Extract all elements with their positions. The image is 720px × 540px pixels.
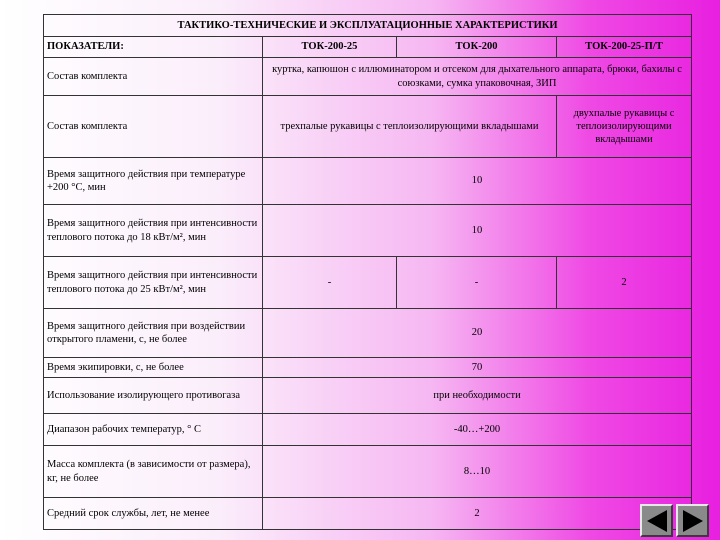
table-row: [44, 446, 692, 498]
table-row: [44, 257, 692, 309]
back-button[interactable]: [640, 504, 673, 537]
row-value: 70: [263, 358, 692, 378]
table-row: [44, 58, 692, 96]
header-tok-200-25: ТОК-200-25: [263, 37, 397, 58]
row-value: -: [397, 257, 557, 309]
header-tok-200-25-pt: ТОК-200-25-П/Т: [557, 37, 692, 58]
table-row: [44, 498, 692, 530]
row-value: 10: [263, 158, 692, 205]
row-value: 10: [263, 205, 692, 257]
table-row: [44, 205, 692, 257]
row-label: Время защитного действия при воздействии открытого пламени, с, не более: [44, 309, 263, 358]
row-label: Состав комплекта: [44, 58, 263, 96]
row-value: при необходимости: [263, 378, 692, 414]
row-label: Средний срок службы, лет, не менее: [44, 498, 263, 530]
forward-button[interactable]: [676, 504, 709, 537]
table-row: [44, 414, 692, 446]
row-value: -: [263, 257, 397, 309]
row-value: -40…+200: [263, 414, 692, 446]
row-value: 2: [557, 257, 692, 309]
table-row: [44, 309, 692, 358]
row-label: Время защитного действия при интенсивности теплового потока до 25 кВт/м², мин: [44, 257, 263, 309]
table-row: [44, 378, 692, 414]
row-value: 20: [263, 309, 692, 358]
table-title: ТАКТИКО-ТЕХНИЧЕСКИЕ И ЭКСПЛУАТАЦИОННЫЕ ХАРАКТЕРИСТИКИ: [44, 15, 692, 37]
row-label: Использование изолирующего противогаза: [44, 378, 263, 414]
header-tok-200: ТОК-200: [397, 37, 557, 58]
row-value: 8…10: [263, 446, 692, 498]
forward-arrow-icon: [681, 509, 705, 533]
row-value: двухпалые рукавицы с теплоизолирующими вкладышами: [557, 96, 692, 158]
row-value: куртка, капюшон с иллюминатором и отсеком для дыхательного аппарата, брюки, бахилы с союзками, сумка упаковочная, ЗИП: [263, 58, 692, 96]
row-label: Время защитного действия при температуре +200 °С, мин: [44, 158, 263, 205]
table-row: [44, 96, 692, 158]
back-arrow-icon: [645, 509, 669, 533]
row-value: трехпалые рукавицы с теплоизолирующими вкладышами: [263, 96, 557, 158]
table-row: [44, 358, 692, 378]
row-label: Время защитного действия при интенсивности теплового потока до 18 кВт/м², мин: [44, 205, 263, 257]
table-row: [44, 158, 692, 205]
row-label: Время экипировки, с, не более: [44, 358, 263, 378]
header-indicators: ПОКАЗАТЕЛИ:: [44, 37, 263, 58]
row-label: Масса комплекта (в зависимости от размера), кг, не более: [44, 446, 263, 498]
row-label: Состав комплекта: [44, 96, 263, 158]
row-label: Диапазон рабочих температур, ° С: [44, 414, 263, 446]
row-value: 2: [263, 498, 692, 530]
specs-table: [43, 14, 692, 530]
